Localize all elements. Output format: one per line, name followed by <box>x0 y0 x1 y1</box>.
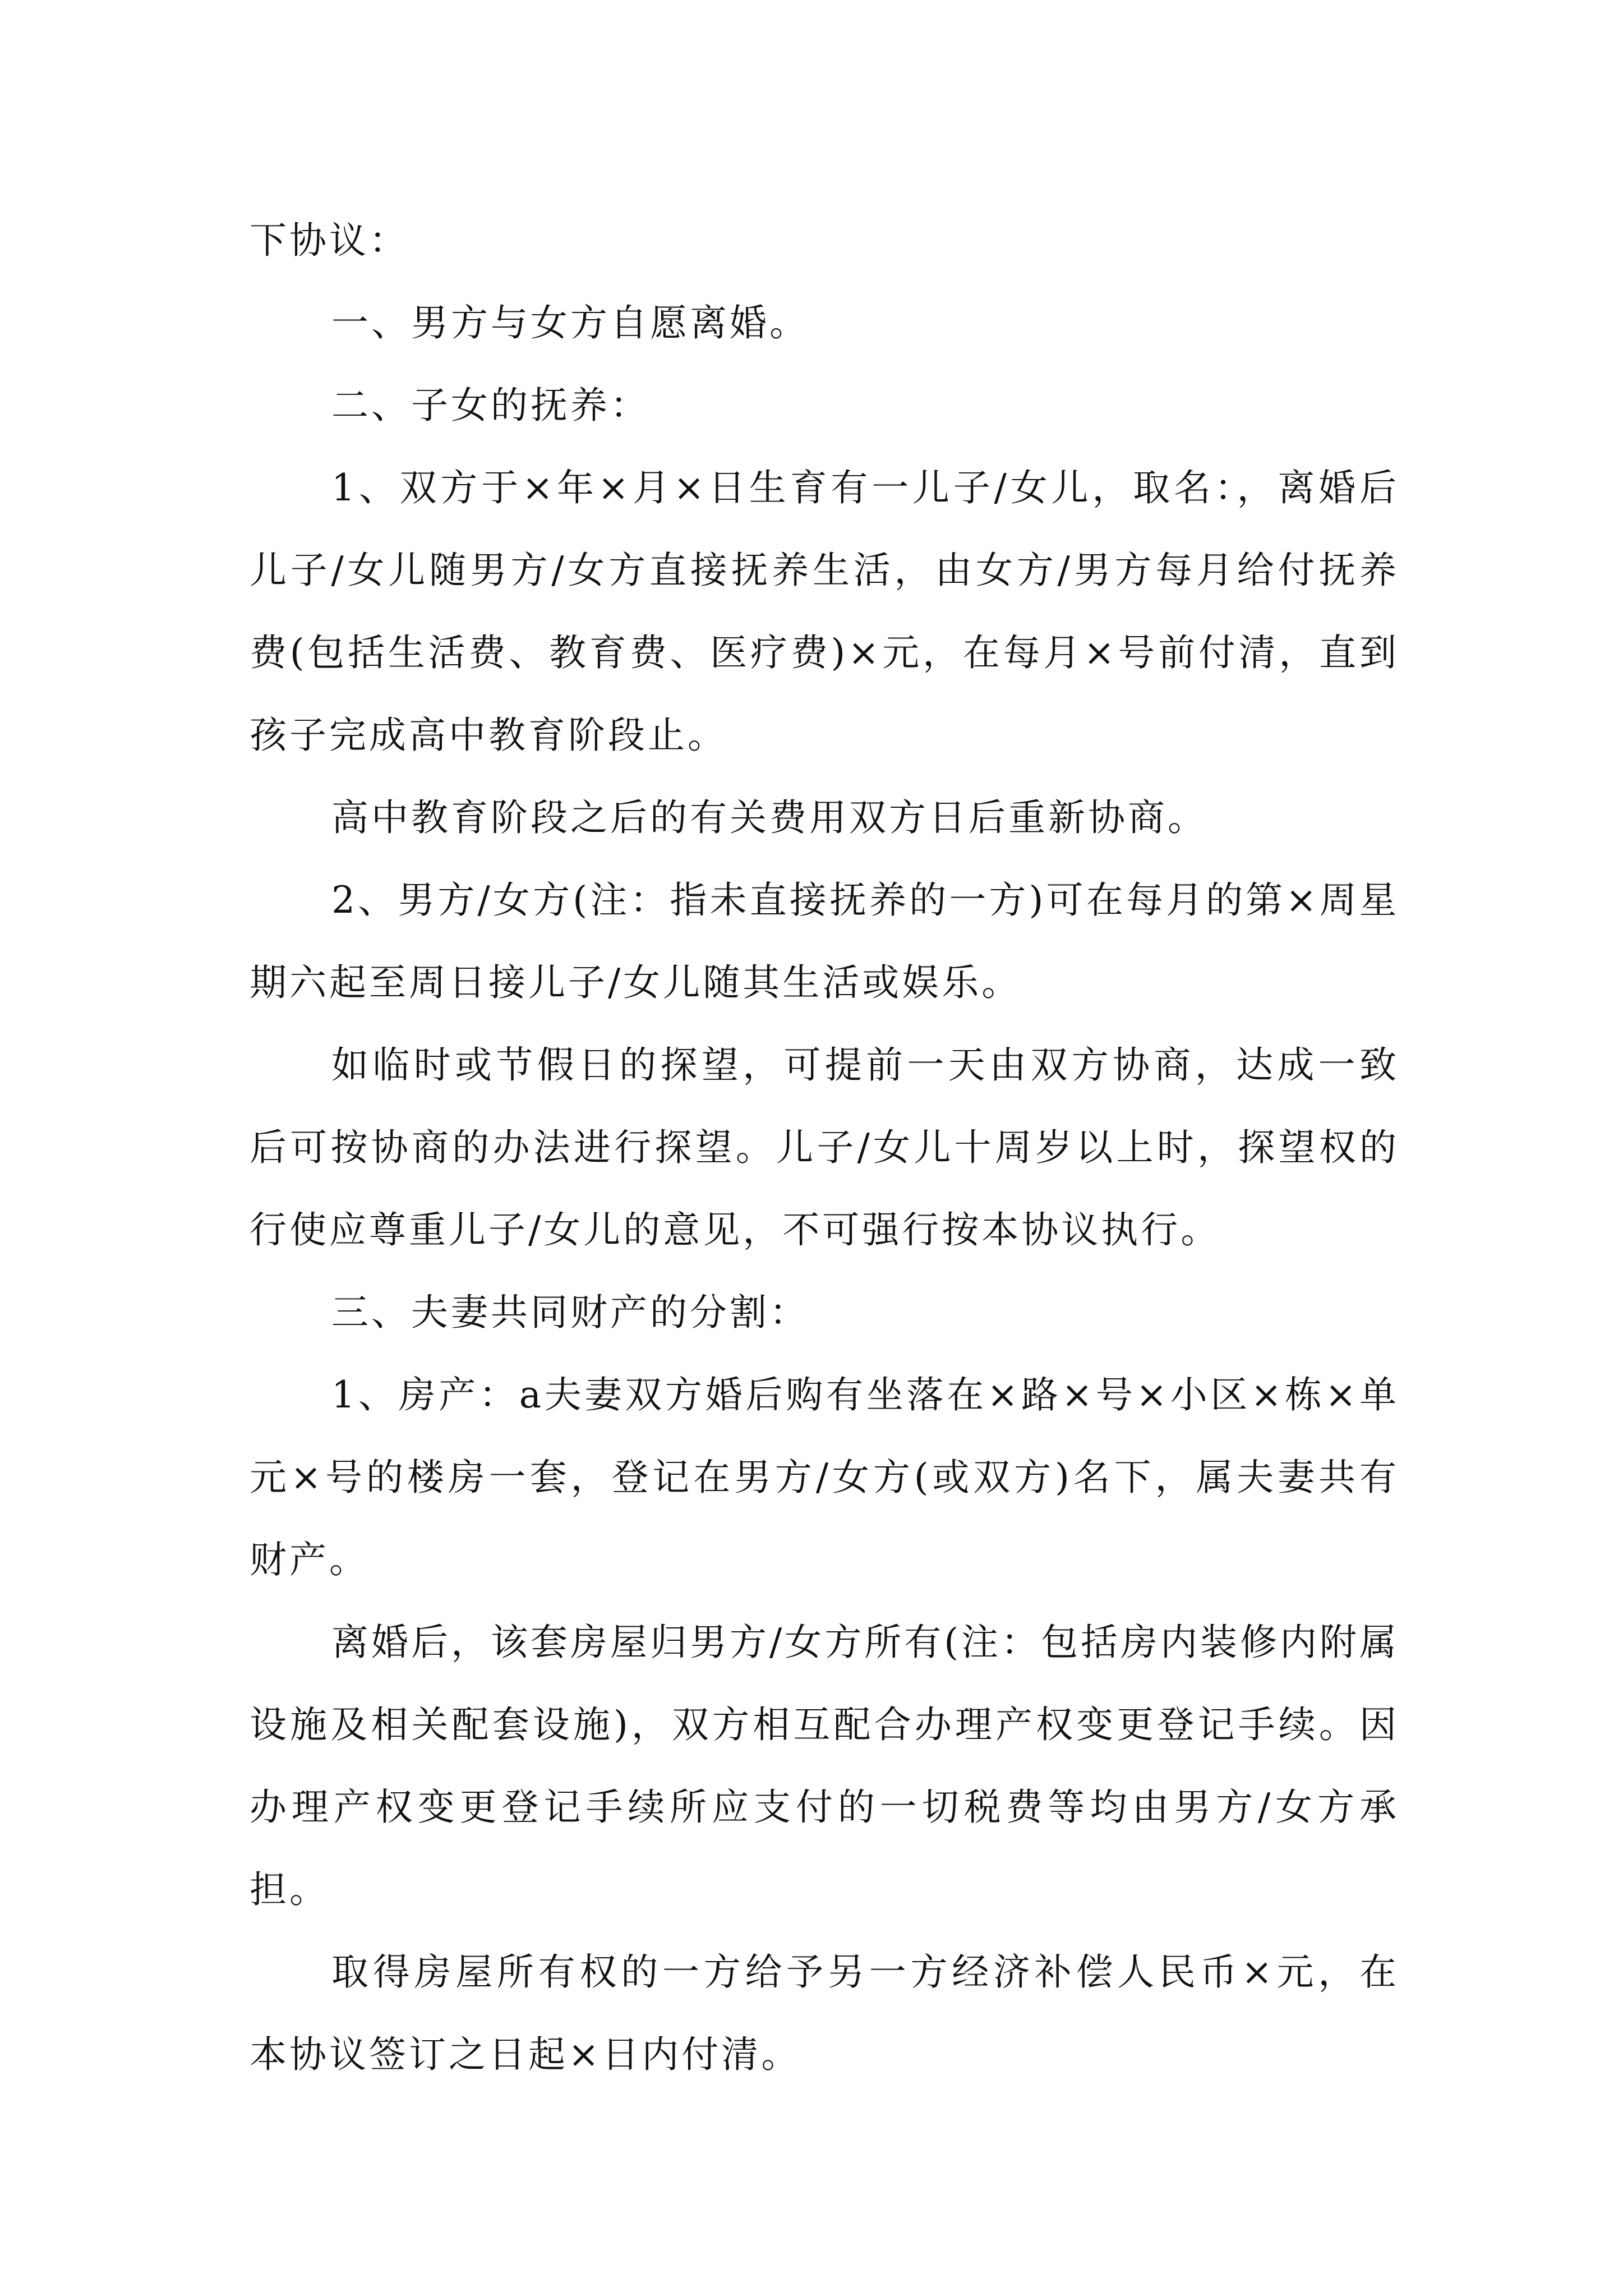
clause-2-1-child-support: 1、双方于×年×月×日生育有一儿子/女儿，取名：，离婚后儿子/女儿随男方/女方直接抚养生活，由女方/男方每月给付抚养费(包括生活费、教育费、医疗费)×元，在每月×号前付清，直到孩子完成高中教育阶段止。 <box>250 466 1399 757</box>
clause-2-2-holiday-visitation: 如临时或节假日的探望，可提前一天由双方协商，达成一致后可按协商的办法进行探望。儿子/女儿十周岁以上时，探望权的行使应尊重儿子/女儿的意见，不可强行按本协议执行。 <box>250 1043 1399 1251</box>
clause-2-2-visitation: 2、男方/女方(注：指未直接抚养的一方)可在每月的第×周星期六起至周日接儿子/女儿随其生活或娱乐。 <box>250 878 1399 1004</box>
clause-3-heading-property-division: 三、夫妻共同财产的分割： <box>331 1291 809 1334</box>
document-body <box>250 199 1399 2096</box>
clause-1-voluntary-divorce: 一、男方与女方自愿离婚。 <box>331 301 809 344</box>
clause-3-1-compensation: 取得房屋所有权的一方给予另一方经济补偿人民币×元，在本协议签订之日起×日内付清。 <box>250 1950 1399 2076</box>
paragraph-continuation: 下协议： <box>250 219 409 262</box>
clause-2-1-post-high-school: 高中教育阶段之后的有关费用双方日后重新协商。 <box>331 796 1207 839</box>
clause-3-1-real-estate: 1、房产：a夫妻双方婚后购有坐落在×路×号×小区×栋×单元×号的楼房一套，登记在男方/女方(或双方)名下，属夫妻共有财产。 <box>250 1373 1399 1581</box>
clause-2-heading-child-custody: 二、子女的抚养： <box>331 384 650 427</box>
clause-3-1-ownership-transfer: 离婚后，该套房屋归男方/女方所有(注：包括房内装修内附属设施及相关配套设施)，双方相互配合办理产权变更登记手续。因办理产权变更登记手续所应支付的一切税费等均由男方/女方承担。 <box>250 1621 1399 1911</box>
